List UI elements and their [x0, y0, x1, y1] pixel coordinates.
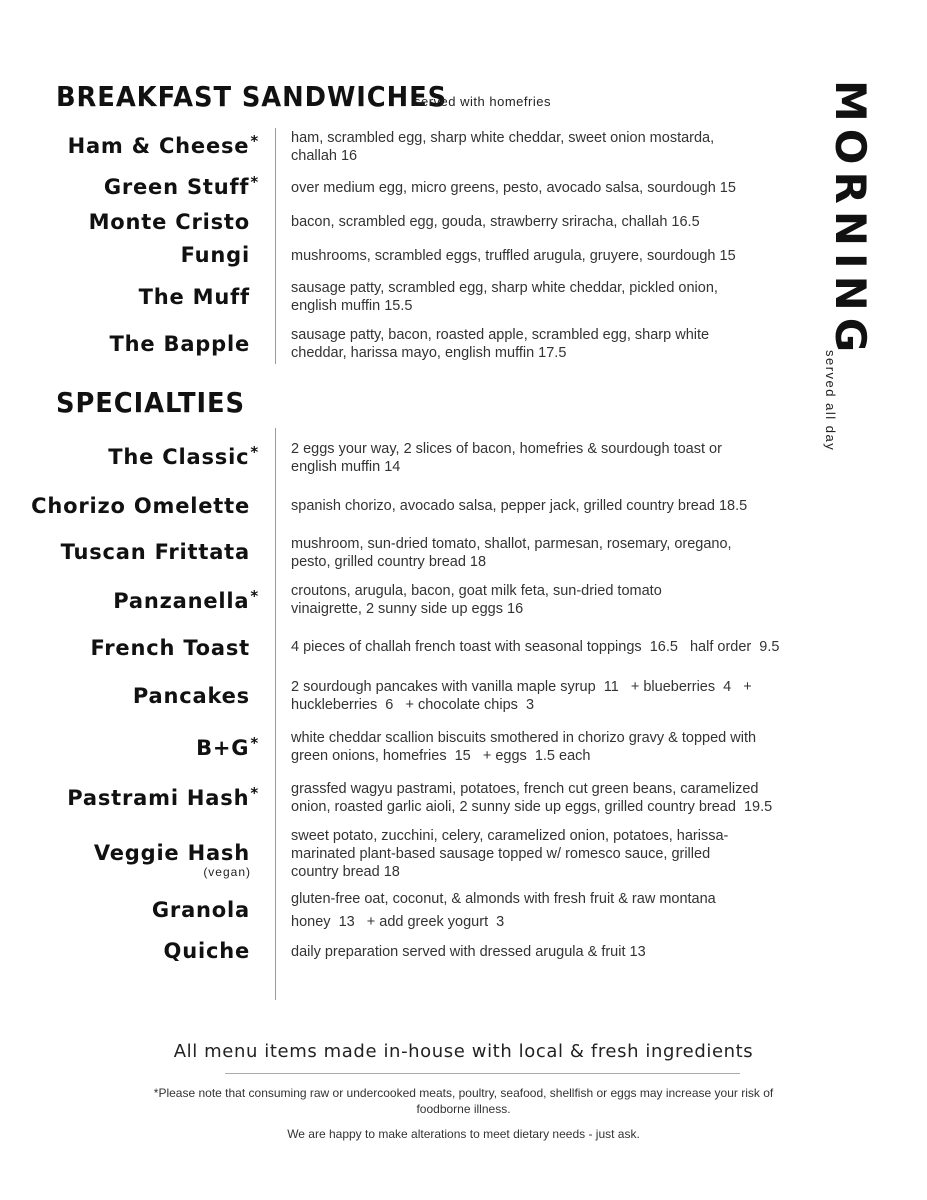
item-name: B+G* [196, 734, 259, 760]
item-description: ham, scrambled egg, sharp white cheddar, sweet onion mostarda, challah 16 [291, 130, 715, 164]
item-description: daily preparation served with dressed arugula & fruit 13 [291, 944, 646, 960]
notice-text: Please note that consuming raw or undercooked meats, poultry, seafood, shellfish or eggs may increase your risk of foodborne illness. [158, 1086, 774, 1116]
breakfast-subtitle: served with homefries [414, 94, 551, 109]
item-name: Green Stuff* [103, 173, 259, 199]
item-description: bacon, scrambled egg, gouda, strawberry sriracha, challah 16.5 [291, 214, 700, 230]
item-name: The Bapple [109, 332, 250, 356]
item-name: Tuscan Frittata [60, 540, 250, 564]
item-description: 4 pieces of challah french toast with seasonal toppings 16.5 half order 9.5 [291, 639, 780, 655]
breakfast-divider [275, 128, 276, 364]
item-name: The Classic* [108, 443, 259, 469]
item-name: Veggie Hash [93, 841, 250, 865]
footer-tagline: All menu items made in-house with local & fresh ingredients [173, 1041, 754, 1062]
item-description: mushroom, sun-dried tomato, shallot, parmesan, rosemary, oregano, pesto, grilled country bread 18 [291, 536, 732, 570]
item-description: mushrooms, scrambled eggs, truffled arugula, gruyere, sourdough 15 [291, 248, 736, 264]
morning-side-title: MORNING [826, 80, 875, 360]
item-description: white cheddar scallion biscuits smothered in chorizo gravy & topped with green onions, homefries 15 + eggs 1.5 each [291, 730, 761, 764]
specialties-divider [275, 428, 276, 1000]
item-description: over medium egg, micro greens, pesto, avocado salsa, sourdough 15 [291, 180, 736, 196]
footer-divider [225, 1073, 740, 1074]
foodborne-illness-notice [150, 1085, 777, 1117]
item-description: sausage patty, bacon, roasted apple, scrambled egg, sharp white cheddar, harissa mayo, english muffin 17.5 [291, 327, 710, 361]
item-name: Pastrami Hash* [67, 784, 259, 810]
item-name: The Muff [138, 285, 250, 309]
item-description: spanish chorizo, avocado salsa, pepper jack, grilled country bread 18.5 [291, 498, 748, 514]
item-description: sausage patty, scrambled egg, sharp white cheddar, pickled onion, english muffin 15.5 [291, 280, 718, 314]
item-name: Granola [151, 898, 250, 922]
item-name: Pancakes [132, 684, 250, 708]
item-name: Chorizo Omelette [31, 494, 250, 518]
item-description: croutons, arugula, bacon, goat milk feta, sun-dried tomato vinaigrette, 2 sunny side up eggs 16 [291, 583, 662, 617]
served-all-day-note: served all day [823, 350, 838, 452]
item-name: Ham & Cheese* [67, 132, 259, 158]
item-name: Fungi [180, 243, 250, 267]
notice-asterisk: * [153, 1086, 159, 1100]
item-name: French Toast [90, 636, 250, 660]
item-description: gluten-free oat, coconut, & almonds with fresh fruit & raw montana [291, 891, 716, 907]
item-name: Monte Cristo [88, 210, 250, 234]
alterations-note: We are happy to make alterations to meet dietary needs - just ask. [287, 1127, 640, 1141]
item-description: grassfed wagyu pastrami, potatoes, french cut green beans, caramelized onion, roasted garlic aioli, 2 sunny side up eggs, grilled country bread 19.5 [291, 781, 773, 815]
item-name: Panzanella* [113, 587, 259, 613]
vegan-note: (vegan) [203, 865, 251, 879]
item-name: Quiche [163, 939, 250, 963]
item-description: 2 eggs your way, 2 slices of bacon, homefries & sourdough toast or english muffin 14 [291, 441, 722, 475]
breakfast-sandwiches-heading: BREAKFAST SANDWICHES [56, 80, 448, 113]
specialties-heading: SPECIALTIES [56, 386, 246, 419]
item-description: 2 sourdough pancakes with vanilla maple syrup 11 + blueberries 4 + huckleberries 6 + chocolate chips 3 [291, 679, 756, 713]
item-description-addon: honey 13 + add greek yogurt 3 [291, 914, 505, 930]
item-description: sweet potato, zucchini, celery, caramelized onion, potatoes, harissa-marinated plant-based sausage topped w/ romesco sauce, grilled country bread 18 [291, 828, 729, 880]
